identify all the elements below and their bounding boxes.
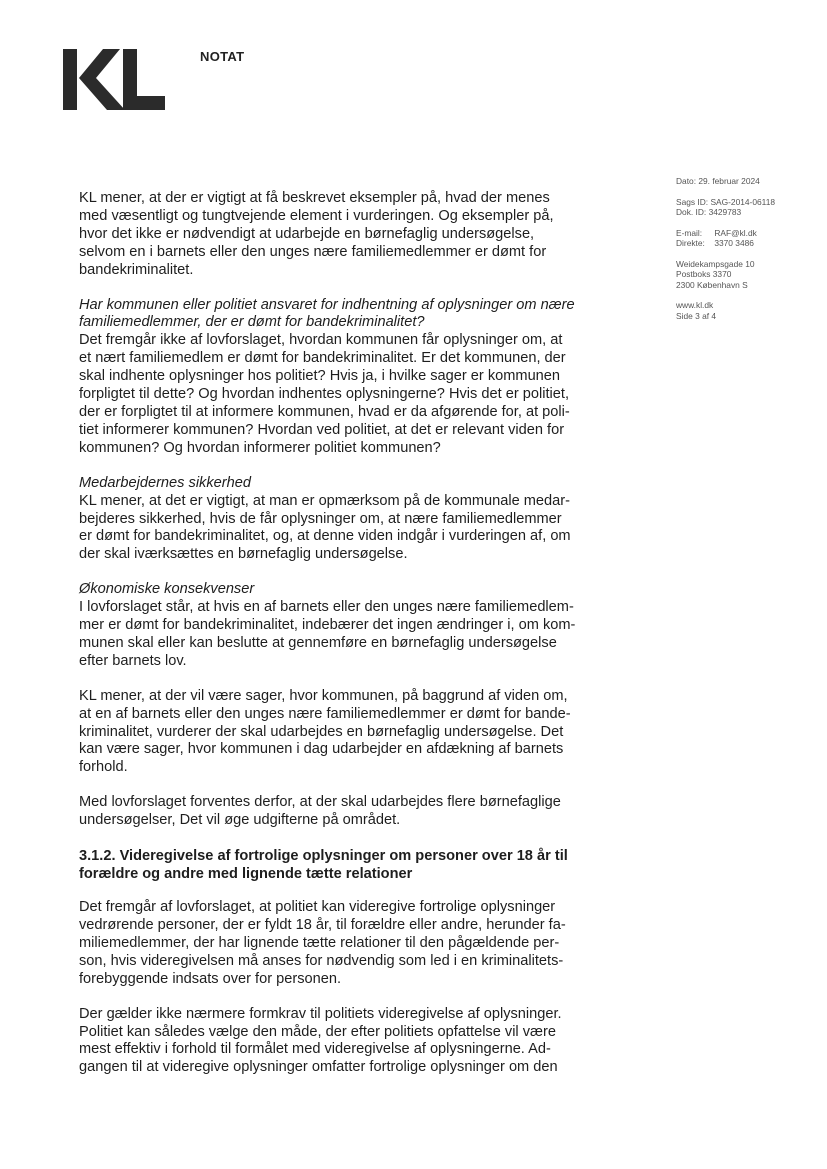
paragraph: Har kommunen eller politiet ansvaret for indhentning af oplysninger om nære familiemedlemmer, der er dømt for bandekriminalitet? Det fremgår ikke af lovforslaget, hvordan kommunen får oplysninger om, at et nært familiemedlem er dømt for bandekriminalitet. Er det kommunen, der skal indhente oplysninger hos politiet? Hvis ja, i hvilke sager er kommunen forpligtet til dette? Og hvordan indhentes oplysningerne? Hvis det er politiet, der er forpligtet til at informere kommunen, hvad er da afgørende for, at poli- tiet informerer kommunen? Hvordan ved politiet, at det er relevant viden for kommunen? Og hvordan informerer politiet kommunen? [79, 296, 575, 456]
meta-page-number: Side 3 af 4 [676, 310, 717, 321]
meta-address-line: 2300 København S [676, 279, 748, 290]
paragraph: Medarbejdernes sikkerhed KL mener, at det er vigtigt, at man er opmærksom på de kommunale medar- bejderes sikkerhed, hvis de får oplysninger om, at nære familiemedlemmer er dømt for bandekriminalitet, og, at denne viden indgår i vurderingen af, om der skal iværksættes en børnefaglig undersøgelse. [79, 474, 571, 563]
meta-sags-id: Sags ID: SAG-2014-06118 [676, 196, 776, 207]
meta-email-label: E-mail: [676, 227, 703, 238]
meta-email-link[interactable]: RAF@kl.dk [714, 227, 757, 238]
meta-dok-id: Dok. ID: 3429783 [676, 207, 742, 217]
subheading: Medarbejdernes sikkerhed [79, 474, 251, 491]
section-heading: 3.1.2. Videregivelse af fortrolige oplysninger om personer over 18 år til forældre og andre med lignende tætte relationer [79, 848, 568, 883]
document-body [79, 190, 576, 1094]
meta-direkte-label: Direkte: [676, 238, 705, 248]
subheading: familiemedlemmer, der er dømt for bandekriminalitet? [79, 314, 425, 331]
meta-date: Dato: 29. februar 2024 [676, 176, 760, 186]
subheading: Har kommunen eller politiet ansvaret for indhentning af oplysninger om nære [79, 296, 575, 313]
paragraph: Det fremgår af lovforslaget, at politiet kan videregive fortrolige oplysninger vedrørende personer, der er fyldt 18 år, til forældre eller andre, herunder fa- miliemedlemmer, der har lignende tætte relationer til den pågældende per- son, hvis videregivelsen må anses for nødvendig som led i en kriminalitets- forebyggende indsats over for personen. [79, 899, 566, 987]
paragraph: KL mener, at der vil være sager, hvor kommunen, på baggrund af viden om, at en af barnets eller den unges nære familiemedlemmer er dømt for bande- kriminalitet, vurderer der skal udarbejdes en børnefaglig undersøgelse. Det kan være sager, hvor kommunen i dag udarbejder en afdækning af barnets forhold. [79, 687, 571, 776]
meta-direkte-value: 3370 3486 [714, 238, 754, 248]
meta-address-line: Postboks 3370 [676, 269, 732, 279]
paragraph: Der gælder ikke nærmere formkrav til politiets videregivelse af oplysninger. Politiet kan således vælge den måde, der efter politiets opfattelse vil være mest effektiv i forhold til formålet med videregivelse af oplysningerne. Ad- gangen til at videregive oplysninger omfatter fortrolige oplysninger om den [79, 1005, 562, 1076]
meta-web-link[interactable]: www.kl.dk [676, 300, 714, 310]
paragraph: Med lovforslaget forventes derfor, at der skal udarbejdes flere børnefaglige undersøgelser, Det vil øge udgifterne på området. [79, 794, 561, 829]
metadata-column [676, 176, 775, 331]
document-type: NOTAT [200, 49, 245, 64]
meta-address-line: Weidekampsgade 10 [676, 258, 755, 269]
kl-logo [63, 46, 165, 110]
subheading: Økonomiske konsekvenser [79, 581, 255, 598]
paragraph: Økonomiske konsekvenser I lovforslaget står, at hvis en af barnets eller den unges nære familiemedlem- mer er dømt for bandekriminalitet, indebærer det ingen ændringer i, om kom- munen skal eller kan beslutte at gennemføre en børnefaglig undersøgelse efter barnets lov. [79, 581, 576, 669]
paragraph: KL mener, at der er vigtigt at få beskrevet eksempler på, hvad der menes med væsentligt og tungtvejende element i vurderingen. Og eksempler på, hvor det ikke er nødvendigt at udarbejde en børnefaglig undersøgelse, selvom en i barnets eller den unges nære familiemedlemmer er dømt for bandekriminalitet. [79, 190, 554, 278]
